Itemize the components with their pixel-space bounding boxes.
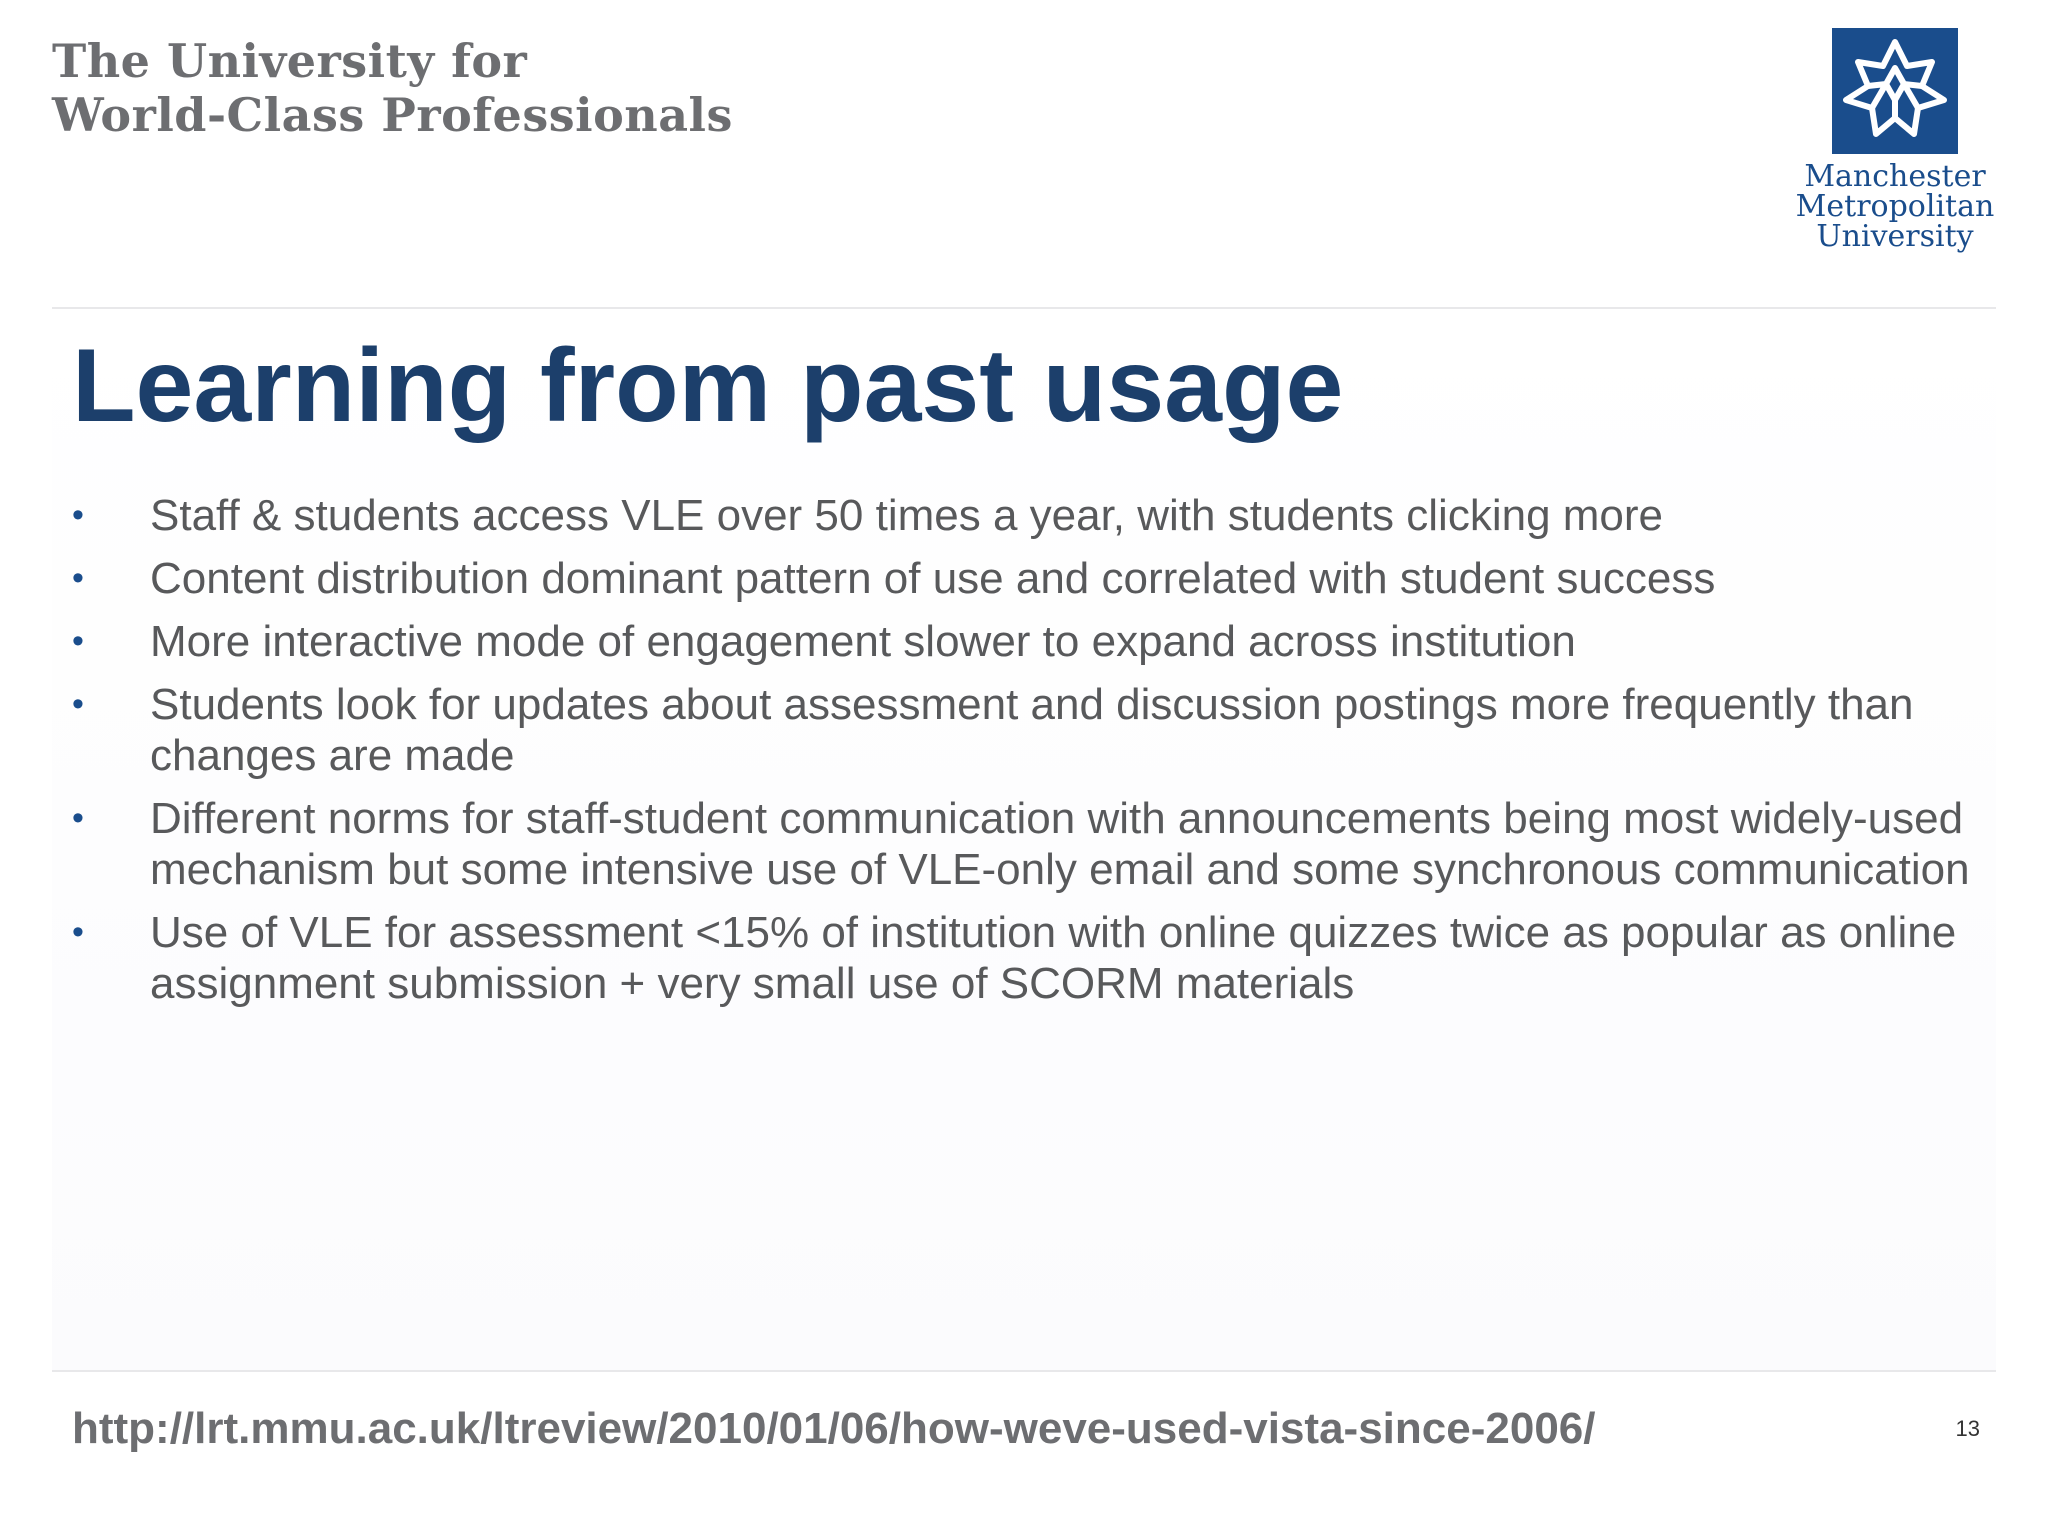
logo-line-1: Manchester [1804,159,1986,194]
university-logo [1790,28,2000,252]
bullet-item [72,907,1972,1009]
bullet-item [72,553,1972,604]
bullet-text: Students look for updates about assessment and discussion postings more frequently than changes are made [150,680,1914,780]
university-tagline [52,34,733,142]
bullet-icon: • [72,799,84,837]
bullet-icon: • [72,559,84,597]
bullet-icon: • [72,685,84,723]
bullet-text: Different norms for staff-student communication with announcements being most widely-used mechanism but some intensive use of VLE-only email and some synchronous communication [150,794,1970,894]
bullet-text: Staff & students access VLE over 50 times a year, with students clicking more [150,491,1664,540]
logo-line-3: University [1816,219,1974,254]
page-number: 13 [1955,1416,1980,1441]
bullet-item [72,616,1972,667]
star-knot-logo-icon [1832,28,1958,154]
bullet-icon: • [72,913,84,951]
bullet-icon: • [72,496,84,534]
logo-line-2: Metropolitan [1795,189,1995,224]
bullet-text: Use of VLE for assessment <15% of institution with online quizzes twice as popular as online assignment submission + very small use of SCORM materials [150,908,1957,1008]
bullet-text: Content distribution dominant pattern of use and correlated with student success [150,554,1716,603]
logo-wordmark [1790,159,2000,254]
slide-title: Learning from past usage [72,328,1344,444]
bullet-text: More interactive mode of engagement slower to expand across institution [150,617,1576,666]
tagline-line-1: The University for [52,34,528,88]
bullet-item [72,793,1972,895]
source-link[interactable]: http://lrt.mmu.ac.uk/ltreview/2010/01/06/how-weve-used-vista-since-2006/ [72,1404,1596,1453]
bullet-item [72,490,1972,541]
bottom-divider [52,1370,1996,1372]
bullet-icon: • [72,622,84,660]
bullet-list [72,490,1972,1021]
tagline-line-2: World-Class Professionals [52,88,733,142]
bullet-item [72,679,1972,781]
